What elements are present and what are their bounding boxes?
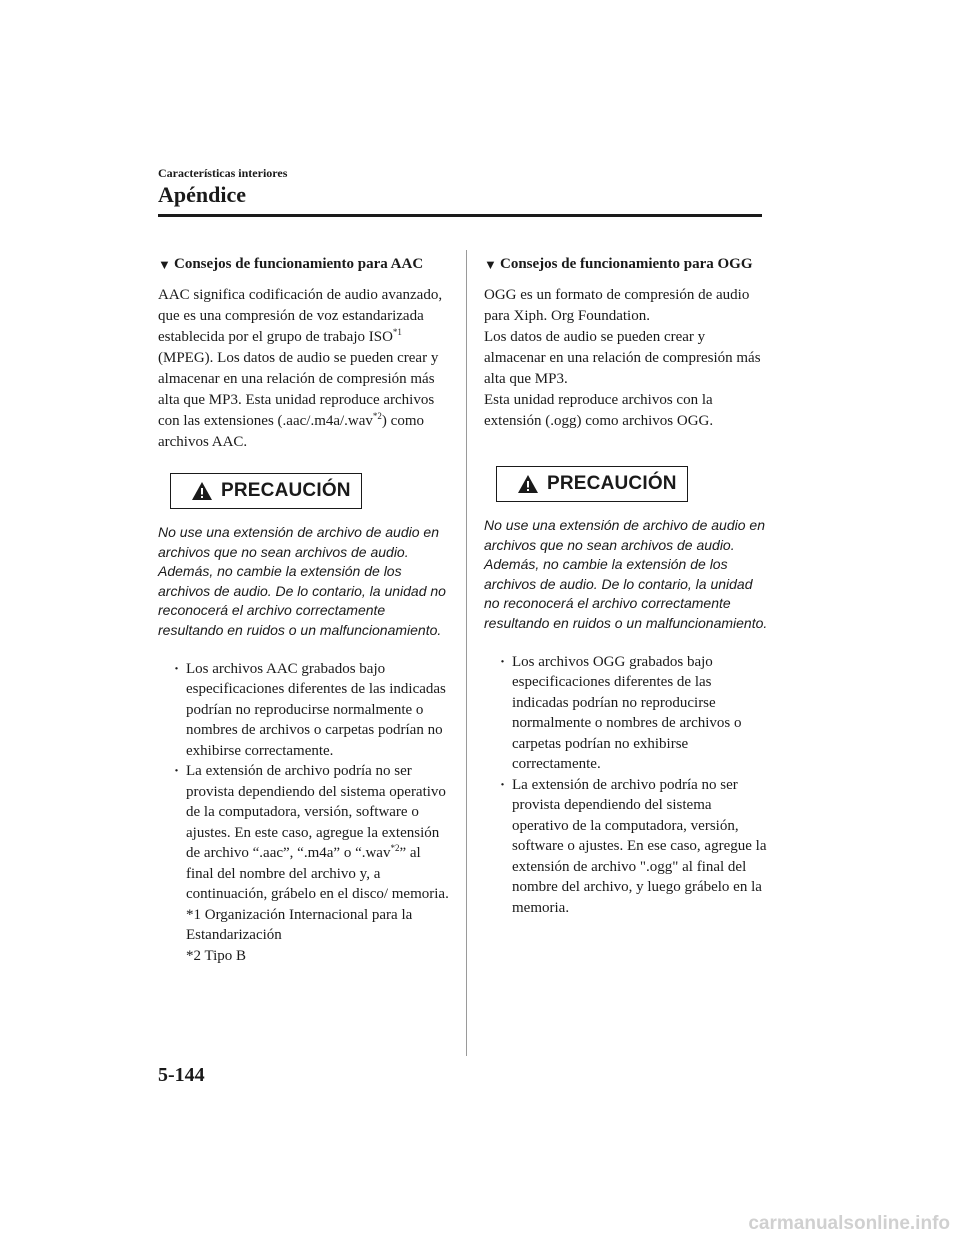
aac-footnote-2: *2 Tipo B [186,947,247,964]
aac-heading [158,254,450,275]
ogg-bullet-list [484,652,768,919]
ogg-caution-box [496,466,688,502]
ogg-heading-text: Consejos de funcionamiento para OGG [500,256,753,272]
bullet-dot-icon: · [174,660,180,677]
column-divider [466,250,467,1056]
ogg-bullet-2 [484,775,768,919]
ogg-section [484,254,768,918]
ogg-caution-text: No use una extensión de archivo de audio en archivos que no sean archivos de audio. Además, no cambie la extensión de los archivos de audio. De lo contario, la unidad no reconocerá el archivo correctamente resultando en ruidos o un malfuncionamiento. [484,517,768,631]
ogg-body [484,285,768,432]
aac-body-part-1: AAC significa codificación de audio avanzado, que es una compresión de voz estandarizada establecida por el grupo de trabajo ISO [158,287,443,345]
ogg-bullet-2-text: La extensión de archivo podría no ser provista dependiendo del sistema operativo de la computadora, versión, software o ajustes. En ese caso, agregue la extensión de archivo ".ogg" al final del nombre del archivo, y luego grábelo en la memoria. [512,776,767,916]
aac-heading-text: Consejos de funcionamiento para AAC [174,256,424,272]
triangle-down-icon: ▼ [484,257,497,272]
aac-bullet-2-footnote-ref: *2 [390,843,400,854]
ogg-body-1: OGG es un formato de compresión de audio para Xiph. Org Foundation. [484,287,750,324]
aac-bullet-2-text-a: La extensión de archivo podría no ser provista dependiendo del sistema operativo de la computadora, versión, software o ajustes. En este caso, agregue la extensión de archivo “.aac”, “.m4a” o “.wav [186,763,446,862]
bullet-dot-icon: · [500,776,506,793]
aac-section [158,254,450,966]
warning-triangle-icon [191,481,213,501]
aac-bullet-1 [158,659,450,762]
triangle-down-icon: ▼ [158,257,171,272]
aac-footnote-1: *1 Organización Internacional para la Estandarización [186,906,413,944]
aac-caution-box [170,473,362,509]
aac-body [158,285,450,453]
aac-bullet-1-text: Los archivos AAC grabados bajo especificaciones diferentes de las indicadas podrían no reproducirse normalmente o nombres de archivos o carpetas podrían no exhibirse correctamente. [186,660,446,759]
ogg-heading [484,254,768,275]
ogg-body-2: Los datos de audio se pueden crear y almacenar en una relación de compresión más alta que MP3. [484,329,761,387]
ogg-caution-label: PRECAUCIÓN [547,473,677,494]
section-label: Características interiores [158,166,288,180]
aac-caution-text: No use una extensión de archivo de audio en archivos que no sean archivos de audio. Además, no cambie la extensión de los archivos de audio. De lo contario, la unidad no reconocerá el archivo correctamente resultando en ruidos o un malfuncionamiento. [158,524,446,638]
aac-body-footnote-ref-1: *1 [392,327,402,337]
aac-body-part-3: ) como archivos AAC. [158,413,424,450]
aac-bullet-2 [158,761,450,905]
page-number: 5-144 [158,1064,205,1086]
bullet-dot-icon: · [174,763,180,780]
aac-body-footnote-ref-2: *2 [372,411,382,421]
aac-bullet-list [158,659,450,905]
chapter-title: Apéndice [158,182,246,207]
aac-body-part-2: (MPEG). Los datos de audio se pueden crear y almacenar en una relación de compresión más alta que MP3. Esta unidad reproduce archivos con las extensiones (.aac/.m4a/.wav [158,350,439,429]
bullet-dot-icon: · [500,653,506,670]
warning-triangle-icon [517,474,539,494]
ogg-body-3: Esta unidad reproduce archivos con la extensión (.ogg) como archivos OGG. [484,392,714,429]
watermark: carmanualsonline.info [748,1213,950,1234]
aac-bullet-2-text-b: ” al final del nombre del archivo y, a continuación, grábelo en el disco/ memoria. [186,845,449,903]
aac-caution-label: PRECAUCIÓN [221,480,351,501]
header-rule [158,214,762,217]
ogg-bullet-1 [484,652,768,775]
ogg-bullet-1-text: Los archivos OGG grabados bajo especificaciones diferentes de las indicadas podrían no reproducirse normalmente o nombres de archivos o carpetas podrían no exhibirse correctamente. [512,653,742,773]
